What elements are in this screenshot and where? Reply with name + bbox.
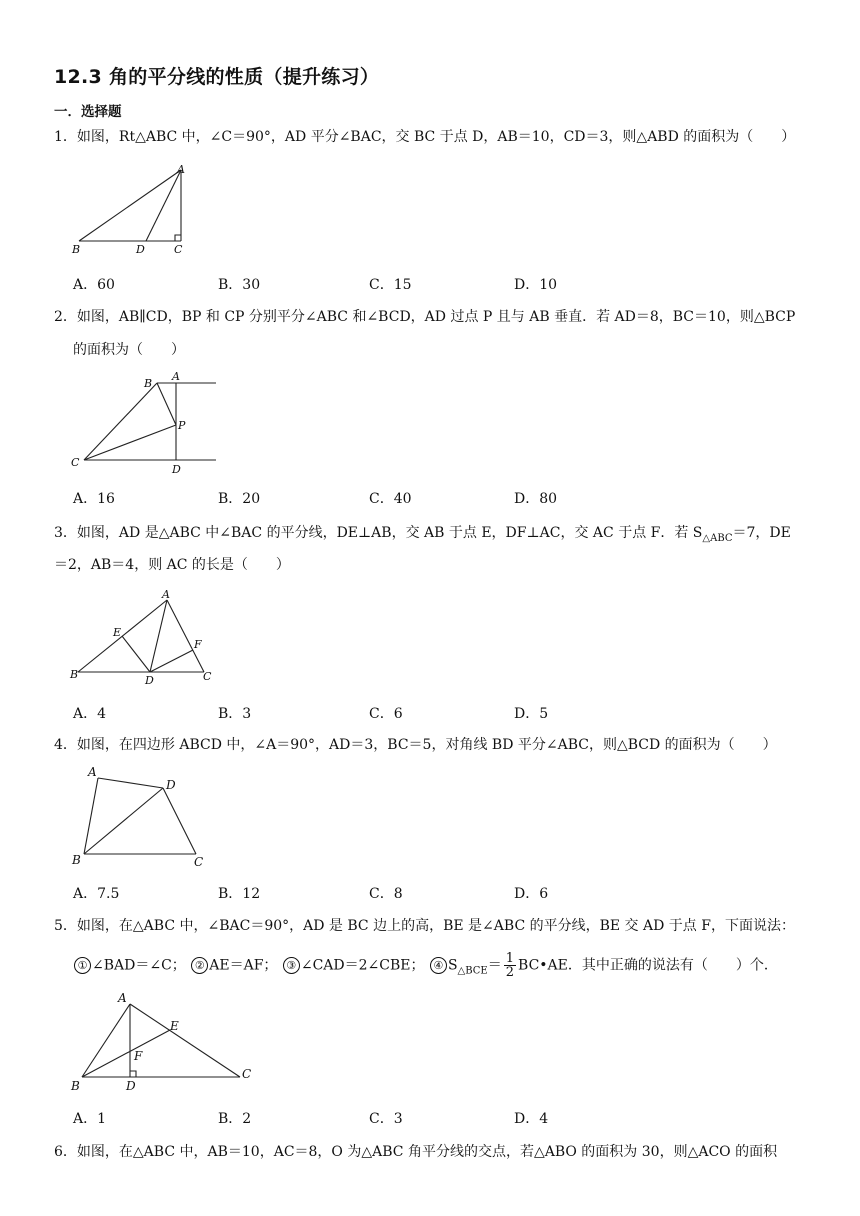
statement-4-eq: ＝: [487, 957, 502, 974]
figure-label: B: [71, 1079, 80, 1093]
figure-label: B: [72, 853, 81, 867]
option-c: C．40: [369, 491, 412, 507]
option-c: C．6: [369, 706, 403, 722]
option-a: A．16: [73, 491, 115, 507]
subscript: △BCE: [457, 965, 488, 977]
statement-4-number: ④: [430, 957, 447, 974]
option-d: D．5: [514, 706, 549, 722]
question-3-figure: [66, 588, 226, 688]
figure-label: C: [242, 1067, 252, 1081]
question-3-text-b: ＝7，DE: [732, 525, 791, 541]
statement-1: ∠BAD＝∠C；: [92, 957, 186, 974]
figure-label: D: [126, 1079, 136, 1093]
figure-label: F: [194, 638, 202, 651]
fraction-numerator: 1: [505, 951, 515, 966]
option-b: B．2: [218, 1111, 252, 1127]
figure-label: A: [162, 588, 170, 601]
option-c: C．15: [369, 277, 412, 293]
question-2-figure: [66, 370, 226, 480]
option-c: C．3: [369, 1111, 403, 1127]
option-a: A．1: [73, 1111, 107, 1127]
question-2-text: 2．如图，AB∥CD，BP 和 CP 分别平分∠ABC 和∠BCD，AD 过点 P 且与 AB 垂直．若 AD＝8，BC＝10，则△BCP: [54, 309, 796, 325]
figure-label: A: [172, 370, 180, 383]
statement-3-number: ③: [283, 957, 300, 974]
figure-label: A: [118, 991, 127, 1005]
figure-label: B: [72, 243, 81, 256]
option-d: D．4: [514, 1111, 549, 1127]
figure-label: A: [88, 765, 97, 779]
option-b: B．30: [218, 277, 261, 293]
statement-4-s: S: [447, 957, 458, 974]
figure-label: D: [166, 778, 176, 792]
figure-label: F: [134, 1049, 143, 1063]
question-1-text: 1．如图，Rt△ABC 中，∠C＝90°，AD 平分∠BAC，交 BC 于点 D，AB＝10，CD＝3，则△ABD 的面积为（ ）: [54, 129, 796, 145]
statement-2-number: ②: [191, 957, 208, 974]
figure-label: D: [136, 243, 145, 256]
figure-label: C: [194, 855, 204, 869]
option-a: A．7.5: [73, 886, 120, 902]
question-5-statements: [73, 952, 833, 981]
fraction-denominator: 2: [505, 965, 515, 980]
option-a: A．4: [73, 706, 107, 722]
question-3-text-a: 3．如图，AD 是△ABC 中∠BAC 的平分线，DE⊥AB，交 AB 于点 E，DF⊥AC，交 AC 于点 F．若 S: [54, 525, 703, 541]
option-d: D．10: [514, 277, 558, 293]
option-b: B．3: [218, 706, 252, 722]
figure-label: E: [113, 626, 122, 639]
figure-label: D: [172, 463, 181, 476]
question-1-figure: [66, 160, 196, 260]
figure-label: D: [145, 674, 154, 687]
figure-label: C: [203, 670, 212, 683]
question-2-text-cont: 的面积为（ ）: [73, 342, 185, 358]
question-3-text-cont: ＝2，AB＝4，则 AC 的长是（ ）: [54, 557, 290, 573]
option-d: D．6: [514, 886, 549, 902]
figure-label: B: [144, 377, 153, 390]
question-5-figure: [66, 990, 266, 1095]
question-4-figure: [66, 762, 216, 872]
statement-3: ∠CAD＝2∠CBE；: [300, 957, 425, 974]
option-b: B．12: [218, 886, 261, 902]
statement-4-rest: BC•AE．其中正确的说法有（ ）个．: [518, 957, 778, 974]
option-a: A．60: [73, 277, 115, 293]
figure-label: E: [170, 1019, 179, 1033]
figure-label: A: [177, 163, 185, 176]
option-c: C．8: [369, 886, 403, 902]
option-b: B．20: [218, 491, 261, 507]
statement-1-number: ①: [74, 957, 91, 974]
question-3-text: [54, 523, 814, 549]
fraction: [504, 952, 516, 979]
section-heading: 一．选择题: [54, 104, 122, 120]
statement-2: AE＝AF；: [209, 957, 278, 974]
figure-label: P: [178, 419, 186, 432]
subscript: △ABC: [702, 532, 733, 544]
option-d: D．80: [514, 491, 558, 507]
figure-label: B: [70, 668, 79, 681]
question-4-text: 4．如图，在四边形 ABCD 中，∠A＝90°，AD＝3，BC＝5，对角线 BD 平分∠ABC，则△BCD 的面积为（ ）: [54, 737, 777, 753]
figure-label: C: [71, 456, 80, 469]
page-title: 12.3 角的平分线的性质（提升练习）: [54, 66, 380, 88]
question-5-text: 5．如图，在△ABC 中，∠BAC＝90°，AD 是 BC 边上的高，BE 是∠ABC 的平分线，BE 交 AD 于点 F，下面说法：: [54, 918, 795, 934]
figure-label: C: [174, 243, 183, 256]
question-6-text: 6．如图，在△ABC 中，AB＝10，AC＝8，O 为△ABC 角平分线的交点，若△ABO 的面积为 30，则△ACO 的面积: [54, 1144, 778, 1160]
